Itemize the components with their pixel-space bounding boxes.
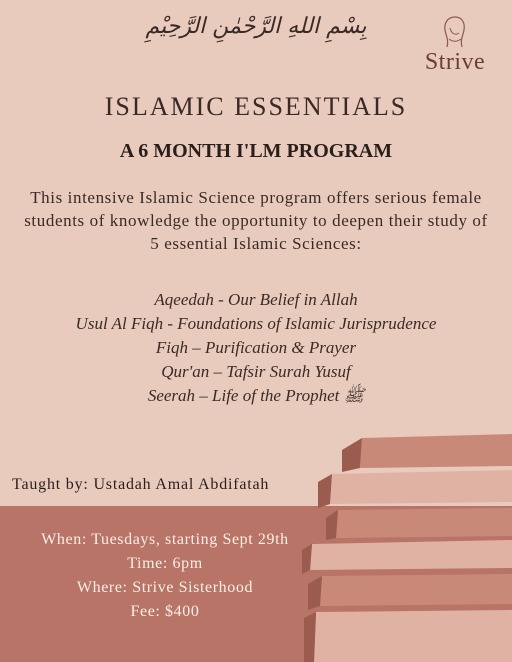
program-description: This intensive Islamic Science program offers serious female students of knowledge the opportunity to deepen their study of 5 essential Islamic Sciences: <box>24 188 488 253</box>
program-details <box>0 528 330 624</box>
subject-item: Seerah – Life of the Prophet ﷺ <box>147 386 365 405</box>
bismillah-calligraphy: بِسْمِ اللهِ الرَّحْمٰنِ الرَّحِيْمِ <box>145 14 367 39</box>
instructor-line: Taught by: Ustadah Amal Abdifatah <box>12 476 270 493</box>
book-2 <box>330 470 512 504</box>
book-6 <box>314 610 512 662</box>
book-3 <box>336 508 512 538</box>
schedule-when: When: Tuesdays, starting Sept 29th <box>41 531 289 548</box>
subject-item: Qur'an – Tafsir Surah Yusuf <box>161 362 351 381</box>
subject-list <box>0 288 512 408</box>
strive-logo <box>410 14 500 84</box>
book-1 <box>360 434 512 468</box>
hijabi-woman-icon <box>437 14 473 50</box>
book-4 <box>310 540 512 570</box>
subject-item: Usul Al Fiqh - Foundations of Islamic Jurisprudence <box>75 314 437 333</box>
subject-item: Fiqh – Purification & Prayer <box>155 338 357 357</box>
subject-item: Aqeedah - Our Belief in Allah <box>154 290 358 309</box>
program-title: ISLAMIC ESSENTIALS <box>104 92 408 121</box>
fee: Fee: $400 <box>130 603 200 620</box>
schedule-time: Time: 6pm <box>127 555 203 572</box>
program-subtitle: A 6 MONTH I'LM PROGRAM <box>119 140 393 162</box>
book-5 <box>320 574 512 606</box>
location: Where: Strive Sisterhood <box>76 579 254 596</box>
book-stack-illustration <box>302 428 512 662</box>
logo-text: Strive <box>424 49 486 75</box>
